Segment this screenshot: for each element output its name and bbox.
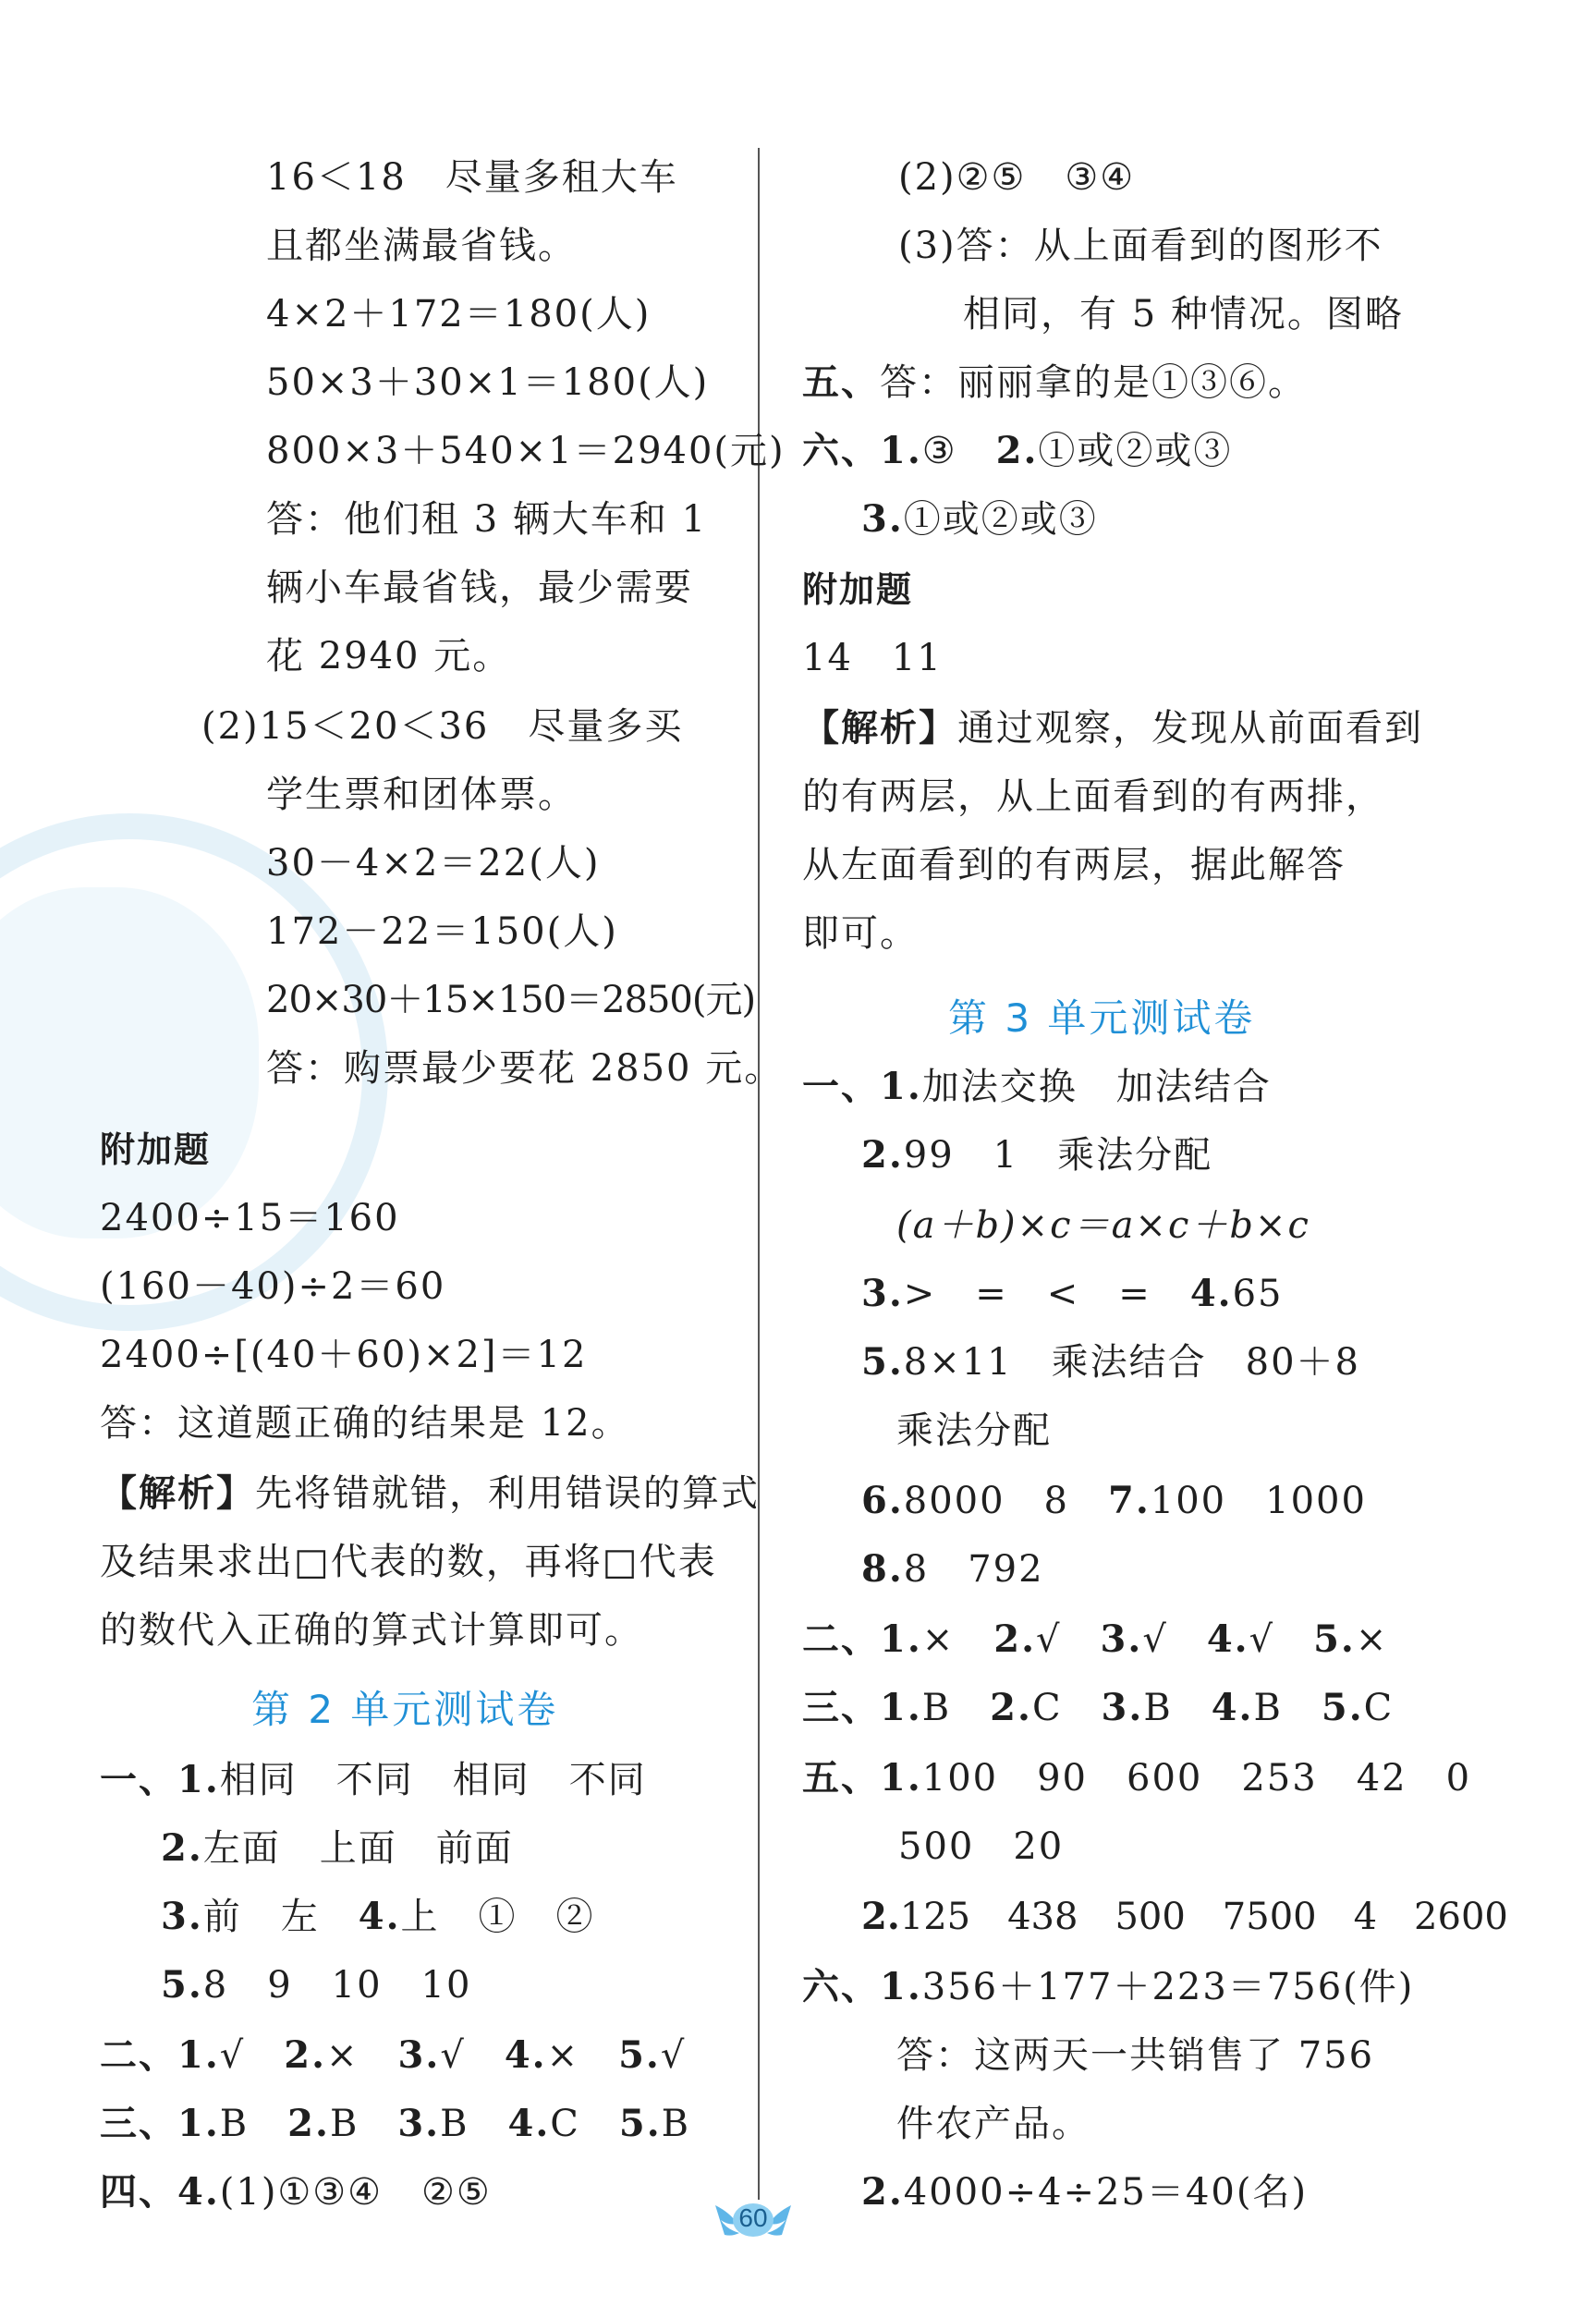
text-line: 的数代入正确的算式计算即可。 — [100, 1609, 643, 1652]
text-line: 4×2＋172＝180(人) — [266, 293, 652, 336]
text-line: 答：购票最少要花 2850 元。 — [266, 1047, 784, 1090]
text-line: 乘法分配 — [896, 1409, 1052, 1452]
text-line: 答：这两天一共销售了 756 — [896, 2034, 1375, 2077]
answer-line: 一、1.相同 不同 相同 不同 — [100, 1758, 647, 1801]
background-watermark-figure — [0, 887, 259, 1238]
extra-question-title: 附加题 — [802, 569, 914, 610]
analysis-paragraph — [802, 702, 1423, 754]
text-line: 20×30＋15×150＝2850(元) — [266, 979, 756, 1021]
unit-3-title: 第 3 单元测试卷 — [948, 995, 1256, 1041]
unit-2-title: 第 2 单元测试卷 — [251, 1687, 559, 1732]
answer-line: 三、1.B 2.B 3.B 4.C 5.B — [100, 2102, 691, 2145]
text-line: 且都坐满最省钱。 — [266, 225, 577, 267]
text-line: 学生票和团体票。 — [266, 774, 577, 816]
text-line: 50×3＋30×1＝180(人) — [266, 361, 710, 404]
answer-line: 6.8000 8 7.100 1000 — [861, 1479, 1367, 1522]
page-number: 60 — [738, 2203, 768, 2232]
text-line: 花 2940 元。 — [266, 635, 512, 677]
text-line: (2)②⑤ ③④ — [898, 156, 1136, 199]
analysis-text: 通过观察，发现从前面看到 — [957, 707, 1423, 750]
text-line: 件农产品。 — [896, 2103, 1090, 2145]
answer-line: 五、答：丽丽拿的是①③⑥。 — [802, 360, 1307, 404]
analysis-text: 先将错就错，利用错误的算式 — [255, 1472, 760, 1515]
text-line: 的有两层，从上面看到的有两排， — [802, 775, 1384, 818]
answer-line: 8.8 792 — [861, 1547, 1044, 1591]
text-line: (2)15＜20＜36 尽量多买 — [201, 705, 684, 748]
analysis-paragraph — [100, 1468, 760, 1519]
text-line: 800×3＋540×1＝2940(元) — [266, 430, 786, 472]
text-line: 从左面看到的有两层，据此解答 — [802, 844, 1346, 886]
answer-line: 2.4000÷4÷25＝40(名) — [861, 2170, 1309, 2214]
text-line: 即可。 — [802, 912, 919, 955]
answer-line: 2.99 1 乘法分配 — [861, 1133, 1213, 1177]
analysis-tag: 【解析】 — [802, 706, 957, 750]
text-line: 16＜18 尽量多租大车 — [266, 156, 678, 199]
answer-line: 六、1.356＋177＋223＝756(件) — [802, 1965, 1415, 2008]
text-line: 相同，有 5 种情况。图略 — [963, 293, 1404, 336]
text-line: 172－22＝150(人) — [266, 910, 618, 953]
answer-line: 2.左面 上面 前面 — [161, 1826, 514, 1870]
analysis-tag: 【解析】 — [100, 1471, 255, 1515]
formula-line: (a＋b)×c＝a×c＋b×c — [896, 1204, 1310, 1247]
answer-line: 2.125 438 500 7500 4 2600 — [861, 1895, 1508, 1938]
text-line: (160－40)÷2＝60 — [100, 1265, 446, 1308]
answer-line: 三、1.B 2.C 3.B 4.B 5.C — [802, 1686, 1395, 1729]
text-line: 及结果求出□代表的数，再将□代表 — [100, 1541, 717, 1583]
answer-line: 5.8 9 10 10 — [161, 1963, 472, 2007]
text-line: 14 11 — [802, 637, 943, 679]
answer-line: 二、1.√ 2.× 3.√ 4.× 5.√ — [100, 2033, 687, 2077]
answer-line: 5.8×11 乘法结合 80＋8 — [861, 1340, 1360, 1384]
text-line: 辆小车最省钱，最少需要 — [266, 567, 693, 609]
extra-question-title: 附加题 — [100, 1129, 212, 1170]
text-line: 500 20 — [898, 1825, 1065, 1868]
answer-line: 3.> = < = 4.65 — [861, 1272, 1284, 1315]
text-line: 答：这道题正确的结果是 12。 — [100, 1402, 630, 1445]
answer-line: 六、1.③ 2.①或②或③ — [802, 429, 1233, 472]
answer-line: 3.①或②或③ — [861, 497, 1098, 541]
text-line: 2400÷[(40＋60)×2]＝12 — [100, 1334, 588, 1376]
page-number-badge — [712, 2192, 795, 2244]
text-line: 答：他们租 3 辆大车和 1 — [266, 498, 708, 541]
answer-line: 二、1.× 2.√ 3.√ 4.√ 5.× — [802, 1617, 1389, 1661]
answer-line: 五、1.100 90 600 253 42 0 — [802, 1756, 1472, 1800]
answer-line: 3.前 左 4.上 ① ② — [161, 1895, 595, 1938]
text-line: 30－4×2＝22(人) — [266, 842, 601, 885]
text-line: 2400÷15＝160 — [100, 1197, 400, 1239]
answer-line: 一、1.加法交换 加法结合 — [802, 1065, 1272, 1108]
text-line: (3)答：从上面看到的图形不 — [898, 225, 1383, 267]
answer-line: 四、4.(1)①③④ ②⑤ — [100, 2170, 492, 2214]
